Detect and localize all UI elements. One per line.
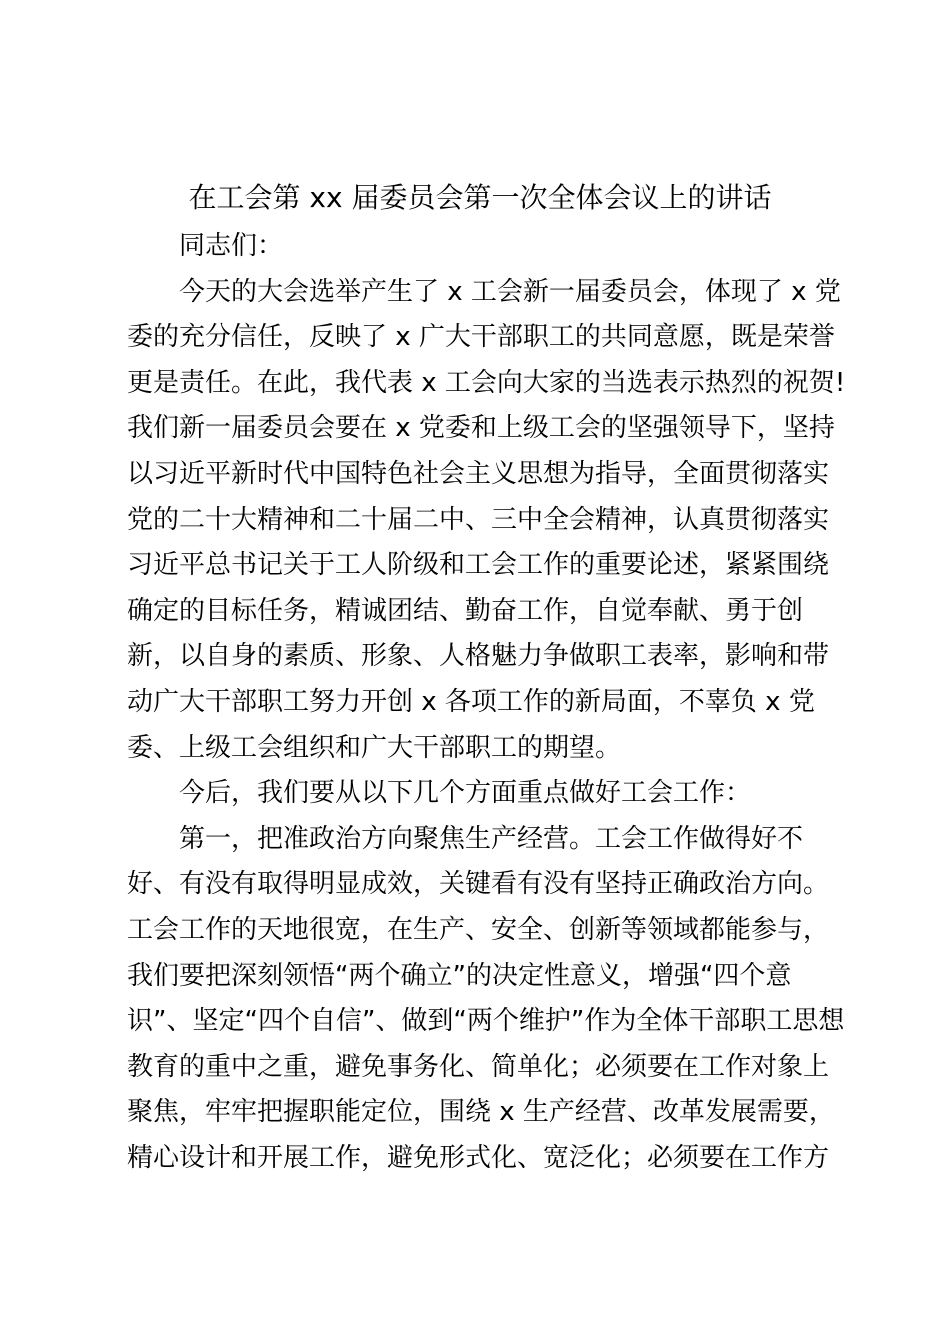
body-line: 党的二十大精神和二十届二中、三中全会精神，认真贯彻落实	[127, 504, 830, 535]
body-line: 识”、坚定“四个自信”、做到“两个维护”作为全体干部职工思想	[127, 1006, 845, 1037]
body-line: 今天的大会选举产生了 x 工会新一届委员会，体现了 x 党	[179, 276, 841, 307]
body-line: 确定的目标任务，精诚团结、勤奋工作，自觉奉献、勇于创	[127, 595, 804, 626]
body-line: 新，以自身的素质、形象、人格魅力争做职工表率，影响和带	[127, 641, 830, 672]
body-line: 委的充分信任，反映了 x 广大干部职工的共同意愿，既是荣誉	[127, 322, 835, 353]
body-line: 好、有没有取得明显成效，关键看有没有坚持正确政治方向。	[127, 869, 830, 900]
body-line: 以习近平新时代中国特色社会主义思想为指导，全面贯彻落实	[127, 458, 830, 489]
document-body	[127, 224, 847, 1181]
body-line: 工会工作的天地很宽，在生产、安全、创新等领域都能参与，	[127, 914, 830, 945]
body-line: 我们要把深刻领悟“两个确立”的决定性意义，增强“四个意	[127, 960, 792, 991]
body-line: 我们新一届委员会要在 x 党委和上级工会的坚强领导下，坚持	[127, 413, 835, 444]
body-line: 今后，我们要从以下几个方面重点做好工会工作：	[179, 778, 752, 809]
body-line: 委、上级工会组织和广大干部职工的期望。	[127, 732, 622, 763]
body-line: 第一，把准政治方向聚焦生产经营。工会工作做得好不	[179, 823, 804, 854]
body-line: 更是责任。在此，我代表 x 工会向大家的当选表示热烈的祝贺!	[127, 367, 846, 398]
body-line: 教育的重中之重，避免事务化、简单化；必须要在工作对象上	[127, 1051, 830, 1082]
document-title: 在工会第 xx 届委员会第一次全体会议上的讲话	[188, 181, 772, 214]
body-line: 动广大干部职工努力开创 x 各项工作的新局面，不辜负 x 党	[127, 686, 815, 717]
body-line: 聚焦，牢牢把握职能定位，围绕 x 生产经营、改革发展需要，	[127, 1097, 835, 1128]
body-line: 同志们：	[179, 231, 284, 261]
body-line: 精心设计和开展工作，避免形式化、宽泛化；必须要在工作方	[127, 1142, 830, 1173]
body-line: 习近平总书记关于工人阶级和工会工作的重要论述，紧紧围绕	[127, 550, 830, 581]
